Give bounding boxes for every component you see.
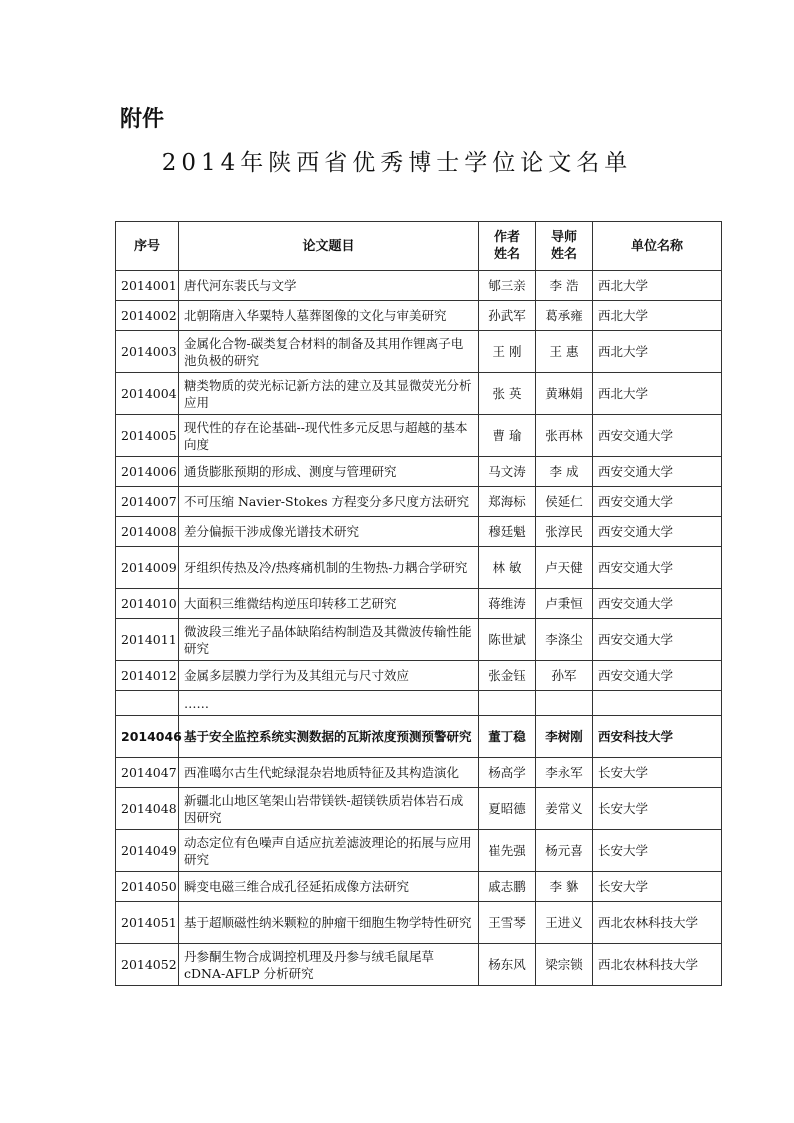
document-title: 2014年陕西省优秀博士学位论文名单 <box>161 150 633 176</box>
header-advisor: 导师 姓名 <box>536 222 593 271</box>
row-number: 2014052 <box>116 944 179 986</box>
row-author: 马文涛 <box>479 457 536 487</box>
row-unit: 长安大学 <box>593 872 722 902</box>
table-row <box>116 691 722 716</box>
row-number <box>116 691 179 716</box>
row-author: 郇三亲 <box>479 271 536 301</box>
row-number: 2014006 <box>116 457 179 487</box>
row-advisor: 张淳民 <box>536 517 593 547</box>
row-unit: 西安科技大学 <box>593 716 722 758</box>
row-title: 新疆北山地区笔架山岩带镁铁-超镁铁质岩体岩石成因研究 <box>179 788 479 830</box>
table-row <box>116 661 722 691</box>
row-number: 2014051 <box>116 902 179 944</box>
row-advisor: 姜常义 <box>536 788 593 830</box>
row-unit: 西北大学 <box>593 331 722 373</box>
row-author: 林 敏 <box>479 547 536 589</box>
row-advisor: 王进义 <box>536 902 593 944</box>
row-title: 金属多层膜力学行为及其组元与尺寸效应 <box>179 661 479 691</box>
row-title: 不可压缩 Navier-Stokes 方程变分多尺度方法研究 <box>179 487 479 517</box>
table-row <box>116 830 722 872</box>
row-title: 北朝隋唐入华粟特人墓葬图像的文化与审美研究 <box>179 301 479 331</box>
row-unit: 西北大学 <box>593 373 722 415</box>
row-advisor <box>536 691 593 716</box>
row-author: 陈世斌 <box>479 619 536 661</box>
row-advisor: 梁宗锁 <box>536 944 593 986</box>
row-author: 崔先强 <box>479 830 536 872</box>
header-unit: 单位名称 <box>593 222 722 271</box>
row-unit: 西安交通大学 <box>593 661 722 691</box>
table-row <box>116 619 722 661</box>
row-unit: 长安大学 <box>593 788 722 830</box>
table-row <box>116 487 722 517</box>
row-advisor: 卢秉恒 <box>536 589 593 619</box>
row-unit: 西安交通大学 <box>593 589 722 619</box>
row-title: 丹参酮生物合成调控机理及丹参与绒毛鼠尾草 cDNA-AFLP 分析研究 <box>179 944 479 986</box>
row-title: 大面积三维微结构逆压印转移工艺研究 <box>179 589 479 619</box>
row-title: 微波段三维光子晶体缺陷结构制造及其微波传输性能研究 <box>179 619 479 661</box>
thesis-table <box>115 221 722 986</box>
row-unit: 西安交通大学 <box>593 487 722 517</box>
row-advisor: 王 惠 <box>536 331 593 373</box>
row-author: 郑海标 <box>479 487 536 517</box>
row-number: 2014012 <box>116 661 179 691</box>
row-unit: 西安交通大学 <box>593 517 722 547</box>
row-unit: 西北大学 <box>593 271 722 301</box>
row-advisor: 张再林 <box>536 415 593 457</box>
row-title: 基于安全监控系统实测数据的瓦斯浓度预测预警研究 <box>179 716 479 758</box>
row-advisor: 李涤尘 <box>536 619 593 661</box>
row-title: 糖类物质的荧光标记新方法的建立及其显微荧光分析应用 <box>179 373 479 415</box>
table-row <box>116 944 722 986</box>
row-author: 张 英 <box>479 373 536 415</box>
row-advisor: 杨元喜 <box>536 830 593 872</box>
table-row <box>116 517 722 547</box>
row-number: 2014008 <box>116 517 179 547</box>
row-author: 曹 瑜 <box>479 415 536 457</box>
row-author: 戚志鹏 <box>479 872 536 902</box>
row-title: 通货膨胀预期的形成、测度与管理研究 <box>179 457 479 487</box>
row-author: 王雪琴 <box>479 902 536 944</box>
header-author: 作者 姓名 <box>479 222 536 271</box>
row-author: 杨高学 <box>479 758 536 788</box>
row-author: 孙武军 <box>479 301 536 331</box>
row-number: 2014009 <box>116 547 179 589</box>
row-number: 2014048 <box>116 788 179 830</box>
row-title: 现代性的存在论基础--现代性多元反思与超越的基本向度 <box>179 415 479 457</box>
row-title: 金属化合物-碳类复合材料的制备及其用作锂离子电池负极的研究 <box>179 331 479 373</box>
row-advisor: 李 浩 <box>536 271 593 301</box>
table-row <box>116 589 722 619</box>
row-number: 2014001 <box>116 271 179 301</box>
annex-label: 附件 <box>120 107 165 132</box>
row-unit: 长安大学 <box>593 830 722 872</box>
row-advisor: 侯延仁 <box>536 487 593 517</box>
row-number: 2014047 <box>116 758 179 788</box>
table-row <box>116 872 722 902</box>
row-number: 2014050 <box>116 872 179 902</box>
row-advisor: 李 成 <box>536 457 593 487</box>
row-number: 2014007 <box>116 487 179 517</box>
row-title: 基于超顺磁性纳米颗粒的肿瘤干细胞生物学特性研究 <box>179 902 479 944</box>
row-title: 牙组织传热及冷/热疼痛机制的生物热-力耦合学研究 <box>179 547 479 589</box>
row-advisor: 黄琳娟 <box>536 373 593 415</box>
row-number: 2014002 <box>116 301 179 331</box>
row-title: 差分偏振干涉成像光谱技术研究 <box>179 517 479 547</box>
row-author: 穆廷魁 <box>479 517 536 547</box>
row-advisor: 李 貅 <box>536 872 593 902</box>
row-title: 唐代河东裴氏与文学 <box>179 271 479 301</box>
row-unit: 长安大学 <box>593 758 722 788</box>
table-row <box>116 547 722 589</box>
row-advisor: 葛承雍 <box>536 301 593 331</box>
row-number: 2014049 <box>116 830 179 872</box>
table-row <box>116 373 722 415</box>
row-author: 杨东风 <box>479 944 536 986</box>
row-unit: 西安交通大学 <box>593 415 722 457</box>
row-author: 董丁稳 <box>479 716 536 758</box>
table-row <box>116 758 722 788</box>
row-author <box>479 691 536 716</box>
row-author: 蒋维涛 <box>479 589 536 619</box>
row-advisor: 卢天健 <box>536 547 593 589</box>
table-header-row <box>116 222 722 271</box>
row-unit: 西北农林科技大学 <box>593 902 722 944</box>
row-author: 王 刚 <box>479 331 536 373</box>
row-author: 夏昭德 <box>479 788 536 830</box>
table-row <box>116 301 722 331</box>
header-no: 序号 <box>116 222 179 271</box>
table-row <box>116 788 722 830</box>
row-number: 2014005 <box>116 415 179 457</box>
row-number: 2014003 <box>116 331 179 373</box>
table-row <box>116 716 722 758</box>
row-number: 2014046 <box>116 716 179 758</box>
row-unit: 西安交通大学 <box>593 619 722 661</box>
table-row <box>116 457 722 487</box>
row-number: 2014011 <box>116 619 179 661</box>
row-unit: 西北大学 <box>593 301 722 331</box>
row-title: 西准噶尔古生代蛇绿混杂岩地质特征及其构造演化 <box>179 758 479 788</box>
header-title: 论文题目 <box>179 222 479 271</box>
row-title: 瞬变电磁三维合成孔径延拓成像方法研究 <box>179 872 479 902</box>
table-row <box>116 271 722 301</box>
table-row <box>116 902 722 944</box>
row-number: 2014004 <box>116 373 179 415</box>
row-advisor: 李树刚 <box>536 716 593 758</box>
row-author: 张金钰 <box>479 661 536 691</box>
table-row <box>116 331 722 373</box>
row-unit: 西安交通大学 <box>593 457 722 487</box>
row-unit <box>593 691 722 716</box>
row-unit: 西安交通大学 <box>593 547 722 589</box>
row-unit: 西北农林科技大学 <box>593 944 722 986</box>
table-row <box>116 415 722 457</box>
row-advisor: 李永军 <box>536 758 593 788</box>
row-title: …… <box>179 691 479 716</box>
row-title: 动态定位有色噪声自适应抗差滤波理论的拓展与应用研究 <box>179 830 479 872</box>
row-advisor: 孙军 <box>536 661 593 691</box>
row-number: 2014010 <box>116 589 179 619</box>
